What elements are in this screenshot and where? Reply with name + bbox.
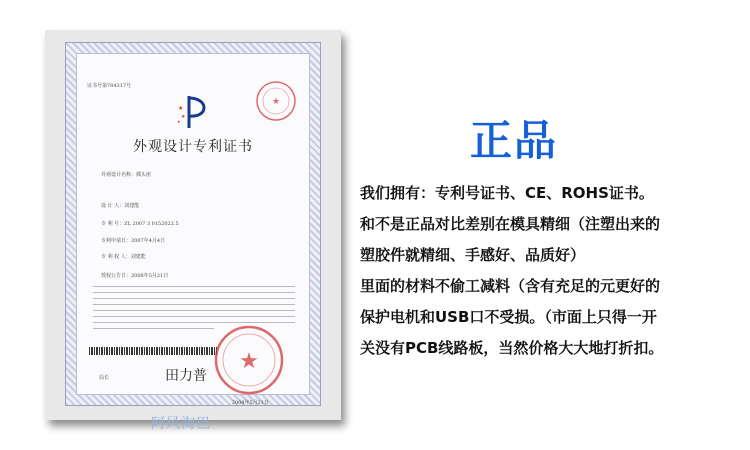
text-line: 里面的材料不偷工减料（含有充足的元更好的 bbox=[360, 277, 661, 295]
certificate-date: 2008年5月21日 bbox=[231, 400, 269, 406]
text-line: 我们拥有：专利号证书、CE、ROHS证书。 bbox=[360, 184, 654, 202]
certificate-image bbox=[45, 30, 341, 432]
certificate-row: 外观设计名称：插头座 bbox=[101, 172, 152, 178]
official-seal-icon bbox=[213, 324, 285, 396]
certificate-border bbox=[65, 42, 321, 406]
certificate-row: 专 利 权 人：刘建能 bbox=[101, 254, 146, 260]
text-line: 关没有PCB线路板，当然价格大大地打折扣。 bbox=[360, 339, 664, 357]
certificate-title: 外观设计专利证书 bbox=[133, 139, 253, 155]
text-line: 塑胶件就精细、手感好、品质好） bbox=[360, 246, 586, 264]
text-line: 和不是正品对比差别在模具精细（注塑出来的 bbox=[360, 215, 661, 233]
barcode bbox=[89, 347, 217, 355]
svg-text:★: ★ bbox=[178, 105, 184, 112]
svg-text:★: ★ bbox=[177, 119, 181, 124]
certificate-paper bbox=[76, 53, 310, 406]
certificate-row: 设 计 人：刘建能 bbox=[101, 203, 140, 209]
description-text bbox=[360, 178, 745, 364]
certificate-row: 授权公告日：2008年5月21日 bbox=[101, 273, 169, 279]
certificate-row: 专 利 号：ZL 2007 3 0152022.5 bbox=[101, 221, 179, 227]
signature: 田力普 bbox=[165, 368, 207, 384]
certificate-number: 证书号第784317号 bbox=[87, 83, 132, 89]
red-seal-icon bbox=[255, 80, 297, 122]
svg-text:★: ★ bbox=[271, 97, 281, 107]
text-line: 保护电机和USB口不受损。（市面上只得一开 bbox=[360, 308, 657, 326]
bureau-label: 局长 bbox=[99, 375, 110, 381]
certificate-row: 专利申请日：2007年4月4日 bbox=[101, 238, 166, 244]
patent-office-logo-icon bbox=[175, 92, 215, 132]
watermark: 阿风淘巴 bbox=[151, 416, 211, 432]
svg-text:★: ★ bbox=[239, 349, 259, 374]
headline: 正品 bbox=[470, 116, 559, 165]
svg-text:★: ★ bbox=[181, 114, 186, 120]
